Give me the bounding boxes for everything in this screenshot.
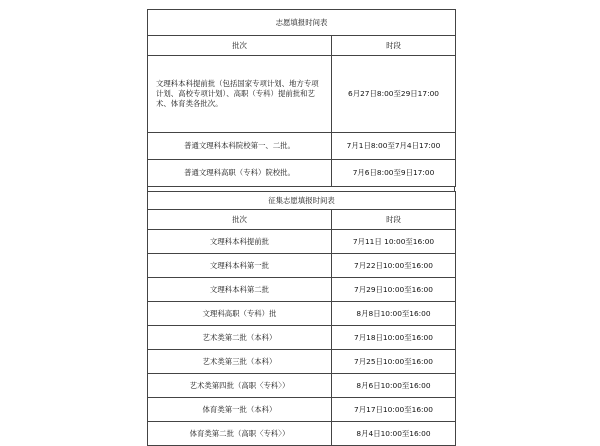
- batch-cell: 文理科高职（专科）批: [148, 302, 332, 326]
- table-row: [148, 160, 456, 187]
- batch-column-header: 批次: [148, 210, 332, 230]
- supplementary-schedule-table: [147, 191, 456, 446]
- batch-cell: 文理科本科第一批: [148, 254, 332, 278]
- table-row: [148, 422, 456, 446]
- period-cell: 7月22日10:00至16:00: [332, 254, 456, 278]
- period-cell: 8月6日10:00至16:00: [332, 374, 456, 398]
- supplementary-schedule-title: 征集志愿填报时间表: [148, 192, 456, 210]
- batch-cell: 普通文理科高职（专科）院校批。: [148, 160, 332, 187]
- period-cell: 7月17日10:00至16:00: [332, 398, 456, 422]
- batch-cell: 艺术类第三批（本科）: [148, 350, 332, 374]
- table-row: [148, 350, 456, 374]
- period-column-header: 时段: [332, 210, 456, 230]
- batch-cell: 文理科本科第二批: [148, 278, 332, 302]
- batch-column-header: 批次: [148, 36, 332, 56]
- batch-cell: 体育类第二批（高职〈专科〉）: [148, 422, 332, 446]
- period-cell: 7月18日10:00至16:00: [332, 326, 456, 350]
- batch-cell: 体育类第一批（本科）: [148, 398, 332, 422]
- table-row: [148, 302, 456, 326]
- table-row: [148, 374, 456, 398]
- table-row: [148, 326, 456, 350]
- batch-cell: 文理科本科提前批（包括国家专项计划、地方专项计划、高校专项计划）、高职（专科）提前批和艺术、体育类各批次。: [148, 56, 332, 133]
- period-cell: 7月6日8:00至9日17:00: [332, 160, 456, 187]
- batch-cell: 艺术类第二批（本科）: [148, 326, 332, 350]
- period-cell: 7月11日 10:00至16:00: [332, 230, 456, 254]
- batch-cell: 普通文理科本科院校第一、二批。: [148, 133, 332, 160]
- table-row: [148, 230, 456, 254]
- period-column-header: 时段: [332, 36, 456, 56]
- period-cell: 7月1日8:00至7月4日17:00: [332, 133, 456, 160]
- period-cell: 7月25日10:00至16:00: [332, 350, 456, 374]
- batch-cell: 艺术类第四批（高职〈专科〉）: [148, 374, 332, 398]
- schedule-document: [147, 9, 455, 438]
- table-row: [148, 133, 456, 160]
- table-row: [148, 254, 456, 278]
- volunteer-schedule-table: [147, 9, 456, 187]
- batch-cell: 文理科本科提前批: [148, 230, 332, 254]
- period-cell: 6月27日8:00至29日17:00: [332, 56, 456, 133]
- period-cell: 8月8日10:00至16:00: [332, 302, 456, 326]
- table-row: [148, 278, 456, 302]
- volunteer-schedule-title: 志愿填报时间表: [148, 10, 456, 36]
- period-cell: 8月4日10:00至16:00: [332, 422, 456, 446]
- period-cell: 7月29日10:00至16:00: [332, 278, 456, 302]
- table-row: [148, 398, 456, 422]
- table-row: [148, 56, 456, 133]
